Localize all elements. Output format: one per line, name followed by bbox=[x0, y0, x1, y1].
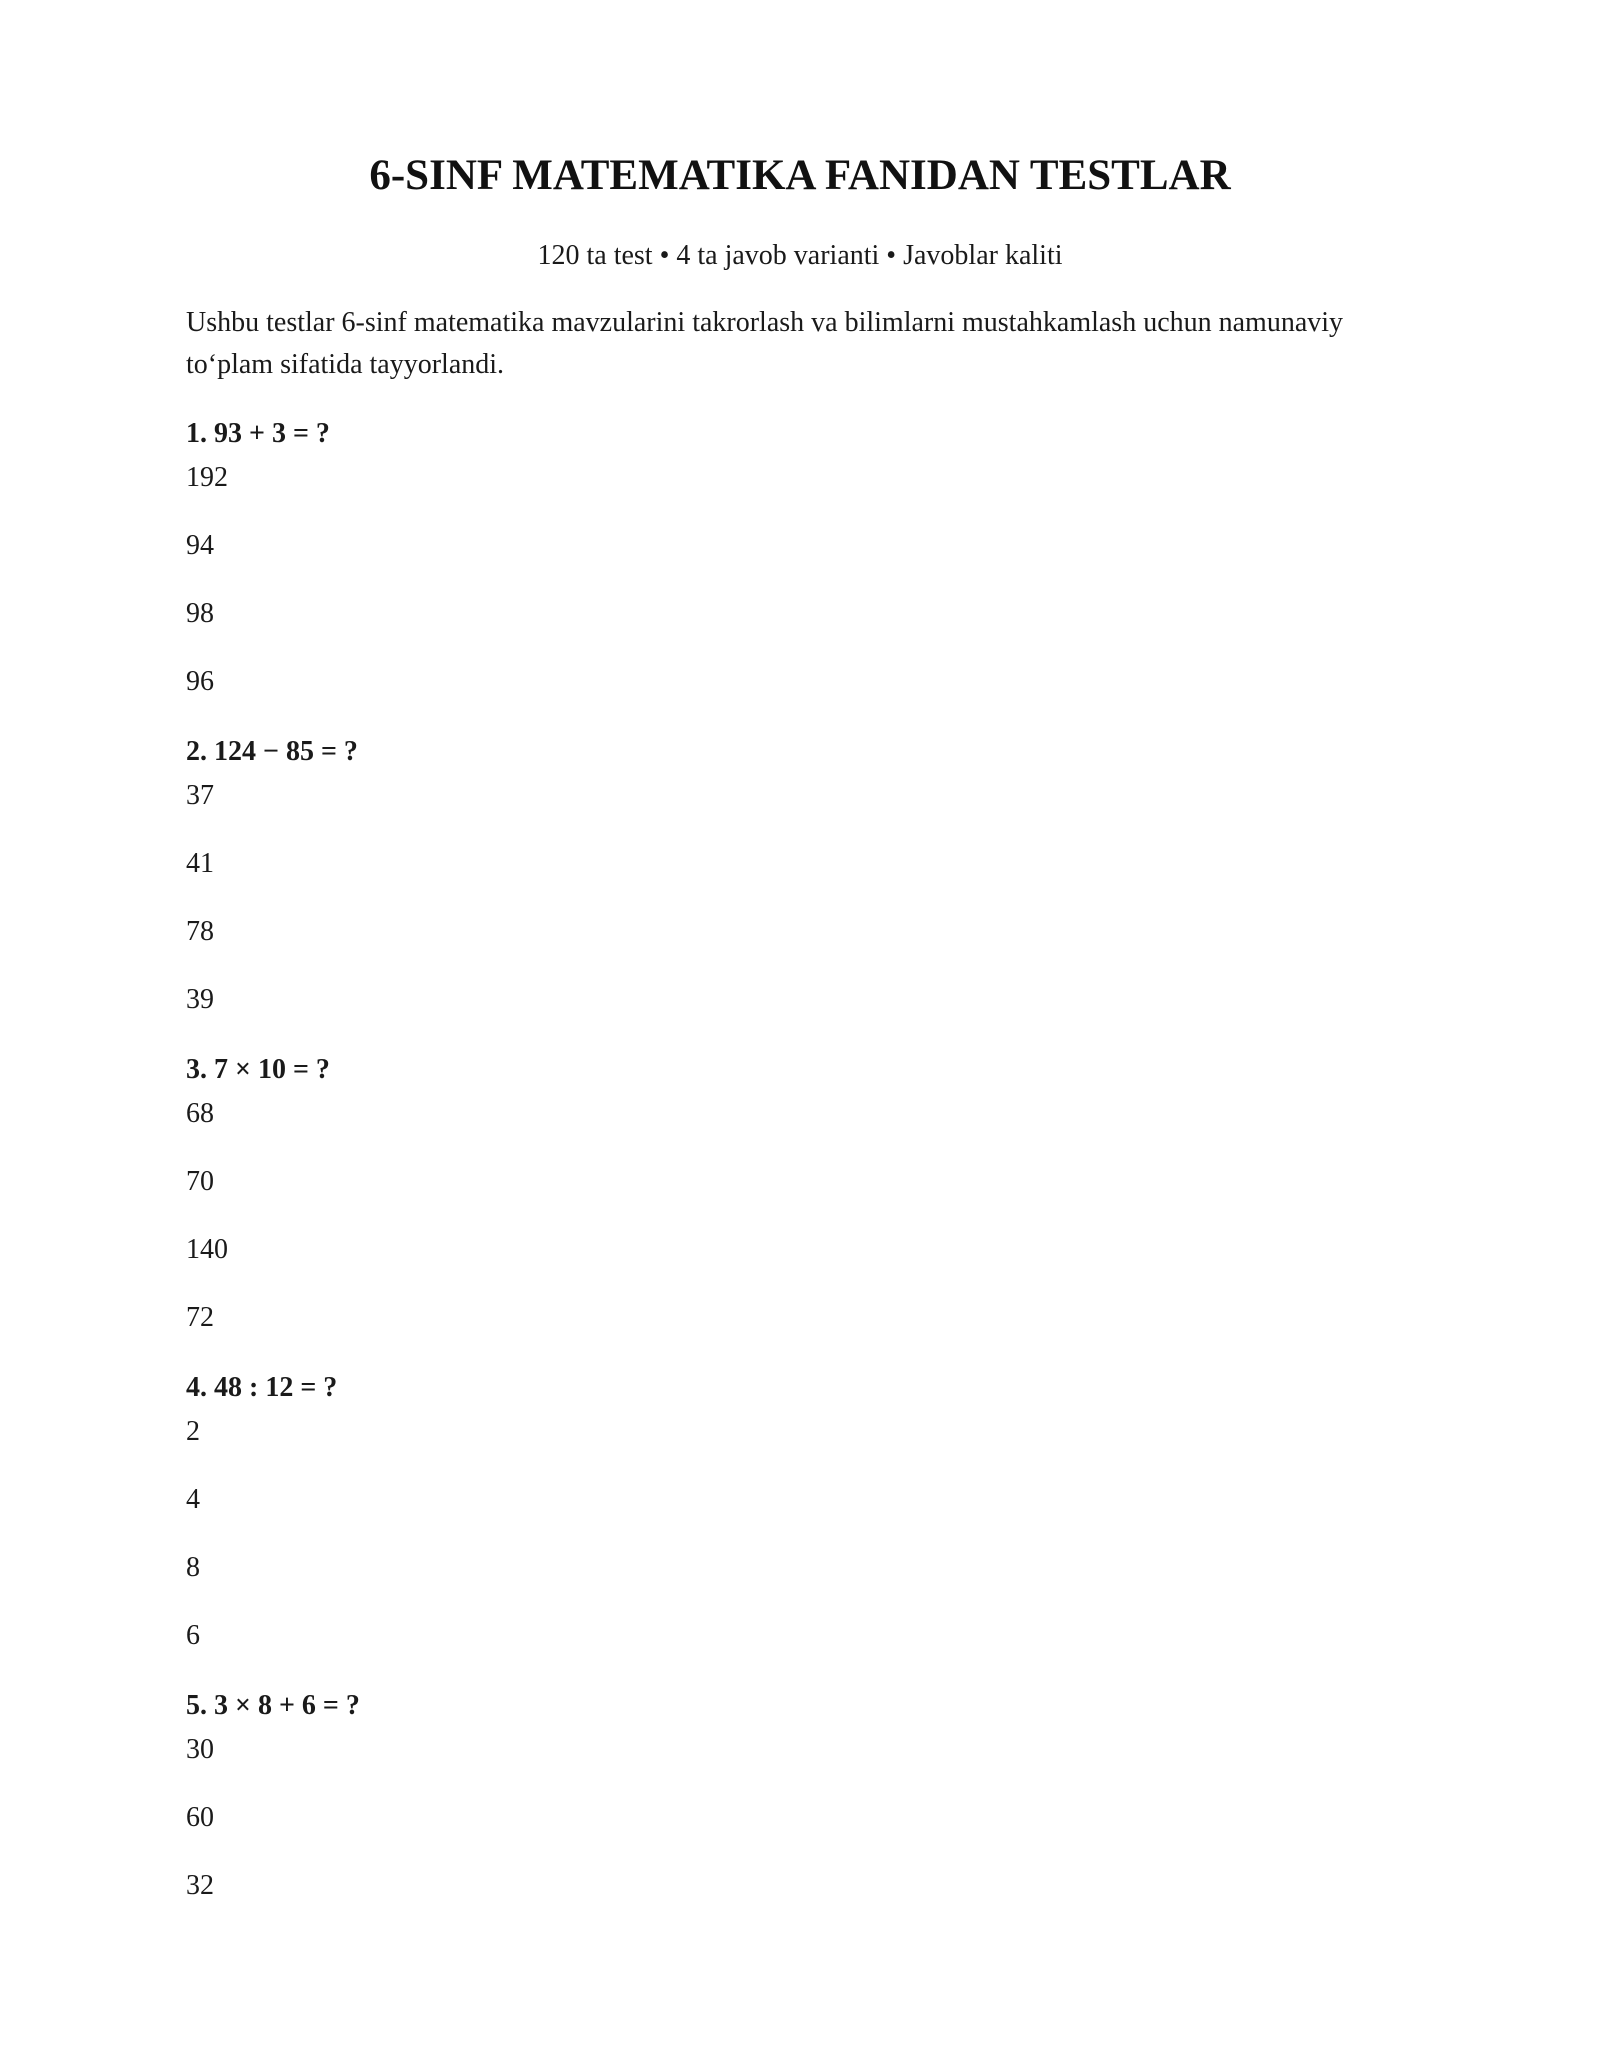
document-title: 6-SINF MATEMATIKA FANIDAN TESTLAR bbox=[369, 152, 1231, 199]
answer-option: 60 bbox=[186, 1802, 214, 1833]
answer-option: 98 bbox=[186, 598, 214, 629]
question-list bbox=[186, 412, 1414, 2002]
question-2 bbox=[186, 730, 1414, 1048]
question-3 bbox=[186, 1048, 1414, 1366]
answer-option: 30 bbox=[186, 1734, 214, 1765]
question-4 bbox=[186, 1366, 1414, 1684]
answer-option: 39 bbox=[186, 984, 214, 1015]
answer-option: 41 bbox=[186, 848, 214, 879]
answer-option: 94 bbox=[186, 530, 214, 561]
answer-option: 192 bbox=[186, 462, 228, 493]
answer-option: 68 bbox=[186, 1098, 214, 1129]
question-text: 1. 93 + 3 = ? bbox=[186, 418, 330, 449]
answer-option: 96 bbox=[186, 666, 214, 697]
answer-option: 78 bbox=[186, 916, 214, 947]
answer-option: 37 bbox=[186, 780, 214, 811]
answer-option: 72 bbox=[186, 1302, 214, 1333]
answer-option: 2 bbox=[186, 1416, 200, 1447]
question-5 bbox=[186, 1684, 1414, 2002]
question-text: 3. 7 × 10 = ? bbox=[186, 1054, 330, 1085]
answer-option: 140 bbox=[186, 1234, 228, 1265]
document-subtitle: 120 ta test • 4 ta javob varianti • Javoblar kaliti bbox=[537, 240, 1063, 271]
answer-option: 8 bbox=[186, 1552, 200, 1583]
question-text: 5. 3 × 8 + 6 = ? bbox=[186, 1690, 360, 1721]
answer-option: 4 bbox=[186, 1484, 200, 1515]
intro-paragraph: Ushbu testlar 6-sinf matematika mavzularini takrorlash va bilimlarni mustahkamlash uchun namunaviy to‘plam sifatida tayyorlandi. bbox=[186, 307, 1344, 380]
question-text: 2. 124 − 85 = ? bbox=[186, 736, 358, 767]
question-1 bbox=[186, 412, 1414, 730]
answer-option: 32 bbox=[186, 1870, 214, 1901]
answer-option: 70 bbox=[186, 1166, 214, 1197]
answer-option: 6 bbox=[186, 1620, 200, 1651]
question-text: 4. 48 : 12 = ? bbox=[186, 1372, 338, 1403]
